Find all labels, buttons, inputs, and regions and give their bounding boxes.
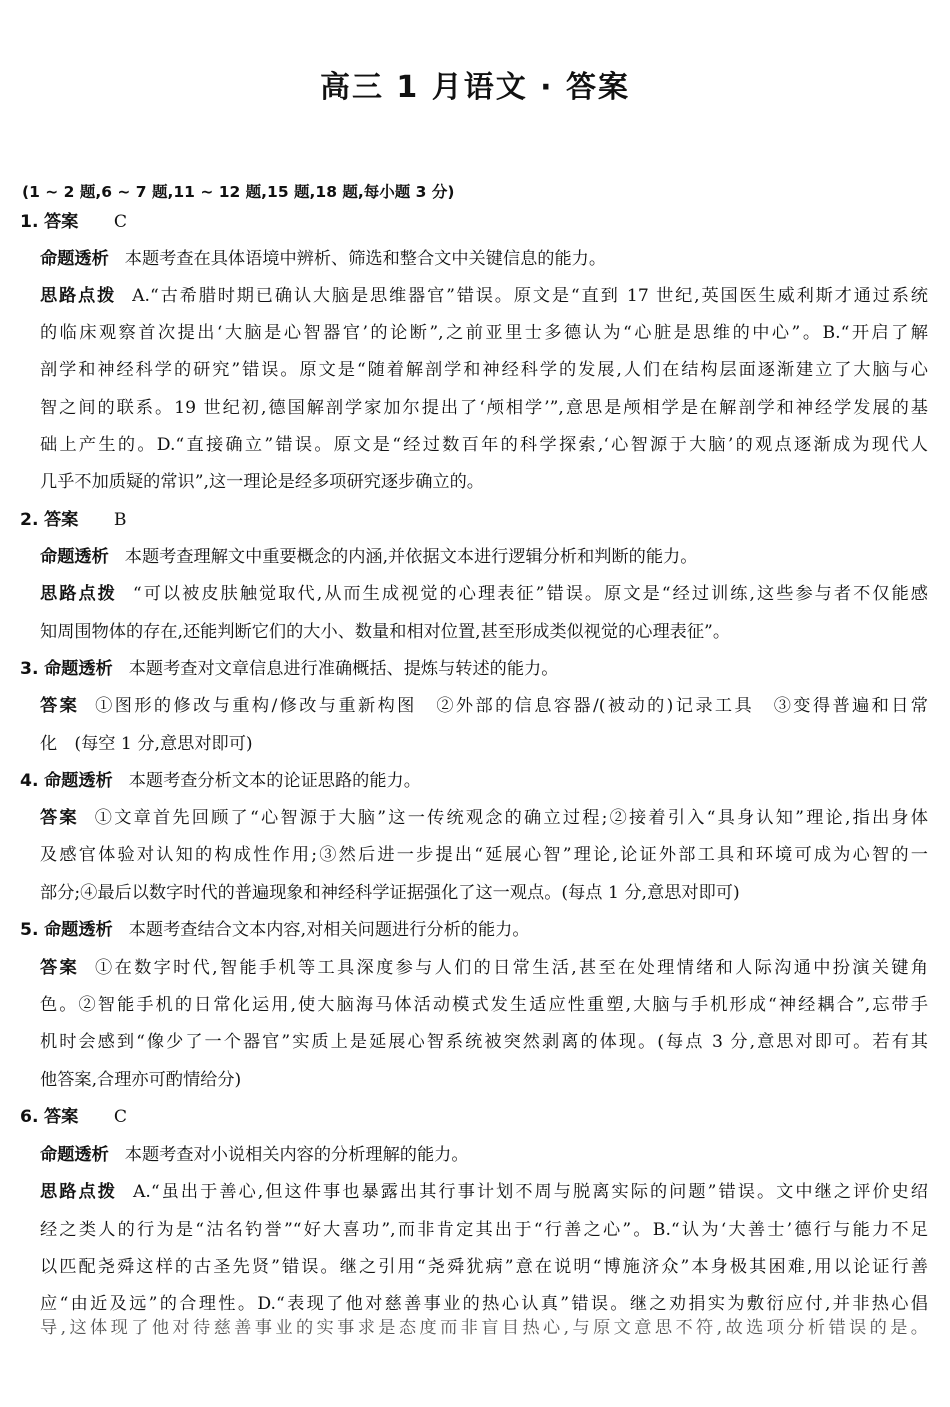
hint-label: 思路点拨 (40, 584, 117, 604)
analysis-label: 命题透析 (43, 659, 113, 679)
q4-answer-line: 部分;④最后以数字时代的普遍现象和神经科学证据强化了这一观点。(每点 1 分,意思对即可) (40, 883, 740, 903)
answer-label: 答案 (43, 212, 79, 232)
page-title: 高三 1 月语文 · 答案 (319, 70, 631, 105)
q4-analysis-text: 本题考查分析文本的论证思路的能力。 (128, 771, 421, 791)
q2-hint-line: 思路点拨 “可以被皮肤触觉取代,从而生成视觉的心理表征”错误。原文是“经过训练,这些参与者不仅能感 (40, 584, 928, 604)
analysis-label: 命题透析 (40, 1145, 109, 1165)
q2-number: 2. (20, 510, 39, 530)
q3-header (20, 657, 558, 681)
q6-hint-line: 经之类人的行为是“沽名钓誉”“好大喜功”,而非肯定其出于“行善之心”。B.“认为‘大善士’德行与能力不足 (40, 1220, 928, 1240)
q2-header (20, 508, 126, 532)
q5-header (20, 918, 530, 942)
q6-hint-line: 思路点拨 A.“虽出于善心,但这件事也暴露出其行事计划不周与脱离实际的问题”错误。文中继之评价史绍 (40, 1182, 928, 1202)
q4-answer-line: 答案 ①文章首先回顾了“心智源于大脑”这一传统观念的确立过程;②接着引入“具身认知”理论,指出身体 (40, 808, 928, 828)
analysis-label: 命题透析 (43, 771, 113, 791)
answer-label: 答案 (40, 696, 80, 716)
q2-hint-line: 知周围物体的存在,还能判断它们的大小、数量和相对位置,甚至形成类似视觉的心理表征”。 (40, 622, 731, 642)
q1-answer: C (113, 212, 127, 232)
q5-answer-line: 答案 ①在数字时代,智能手机等工具深度参与人们的日常生活,甚至在处理情绪和人际沟通中扮演关键角 (40, 958, 928, 978)
q5-number: 5. (20, 920, 39, 940)
q6-hint-line: 应“由近及远”的合理性。D.“表现了他对慈善事业的热心认真”错误。继之劝捐实为敷衍应付,并非热心倡 (40, 1294, 928, 1314)
q2-analysis-text: 本题考查理解文中重要概念的内涵,并依据文本进行逻辑分析和判断的能力。 (124, 547, 698, 567)
q4-number: 4. (20, 771, 39, 791)
q3-answer-line: 答案 ①图形的修改与重构/修改与重新构图 ②外部的信息容器/(被动的)记录工具 ③变得普遍和日常 (40, 696, 928, 716)
q5-answer-line: 机时会感到“像少了一个器官”实质上是延展心智系统被突然剥离的体现。(每点 3 分,意思对即可。若有其 (40, 1032, 928, 1052)
q1-header (20, 210, 127, 234)
q4-header (20, 769, 421, 793)
answer-label: 答案 (40, 958, 80, 978)
answer-label: 答案 (40, 808, 79, 828)
q1-number: 1. (20, 212, 39, 232)
q6-analysis (40, 1143, 469, 1167)
hint-label: 思路点拨 (40, 286, 117, 306)
q5-answer-line: 他答案,合理亦可酌情给分) (40, 1070, 242, 1090)
q6-hint-line: 以匹配尧舜这样的古圣先贤”错误。继之引用“尧舜犹病”意在说明“博施济众”本身极其困难,用以论证行善 (40, 1257, 928, 1277)
analysis-label: 命题透析 (40, 547, 109, 567)
q2-analysis (40, 545, 697, 569)
hint-label: 思路点拨 (40, 1182, 117, 1202)
q1-hint-line: 智之间的联系。19 世纪初,德国解剖学家加尔提出了‘颅相学’”,意思是颅相学是在解剖学和神经学发展的基 (40, 398, 928, 418)
q5-answer-line: 色。②智能手机的日常化运用,使大脑海马体活动模式发生适应性重塑,大脑与手机形成“神经耦合”,忘带手 (40, 995, 928, 1015)
q4-answer-line: 及感官体验对认知的构成性作用;③然后进一步提出“延展心智”理论,论证外部工具和环境可成为心智的一 (40, 845, 928, 865)
analysis-label: 命题透析 (40, 249, 109, 269)
q1-hint-line: 的临床观察首次提出‘大脑是心智器官’的论断”,之前亚里士多德认为“心脏是思维的中心”。B.“开启了解 (40, 323, 928, 343)
q6-cutoff-text: 导,这体现了他对待慈善事业的实事求是态度而非盲目热心,与原文意思不符,故选项分析错误的是。 (40, 1318, 928, 1338)
q1-hint-line: 础上产生的。D.“直接确立”错误。原文是“经过数百年的科学探索,‘心智源于大脑’的观点逐渐成为现代人 (40, 435, 928, 455)
q3-number: 3. (20, 659, 39, 679)
q1-hint-line: 几乎不加质疑的常识”,这一理论是经多项研究逐步确立的。 (40, 472, 484, 492)
q6-number: 6. (20, 1107, 39, 1127)
q3-analysis-text: 本题考查对文章信息进行准确概括、提炼与转述的能力。 (128, 659, 559, 679)
q3-answer-line: 化 (每空 1 分,意思对即可) (40, 734, 253, 754)
q2-answer: B (113, 510, 127, 530)
q6-answer: C (113, 1107, 127, 1127)
q6-analysis-text: 本题考查对小说相关内容的分析理解的能力。 (124, 1145, 469, 1165)
q1-analysis (40, 247, 606, 271)
analysis-label: 命题透析 (43, 920, 113, 940)
answer-label: 答案 (43, 1107, 79, 1127)
scoring-note: (1 ~ 2 题,6 ~ 7 题,11 ~ 12 题,15 题,18 题,每小题 3 分) (22, 183, 455, 201)
q1-hint-line: 剖学和神经科学的研究”错误。原文是“随着解剖学和神经科学的发展,人们在结构层面逐渐建立了大脑与心 (40, 360, 928, 380)
q6-header (20, 1105, 127, 1129)
q5-analysis-text: 本题考查结合文本内容,对相关问题进行分析的能力。 (128, 920, 530, 940)
q6-cutoff-line (40, 1318, 928, 1340)
q1-analysis-text: 本题考查在具体语境中辨析、筛选和整合文中关键信息的能力。 (124, 249, 607, 269)
answer-label: 答案 (43, 510, 79, 530)
q1-hint-line: 思路点拨 A.“古希腊时期已确认大脑是思维器官”错误。原文是“直到 17 世纪,英国医生威利斯才通过系统 (40, 286, 928, 306)
